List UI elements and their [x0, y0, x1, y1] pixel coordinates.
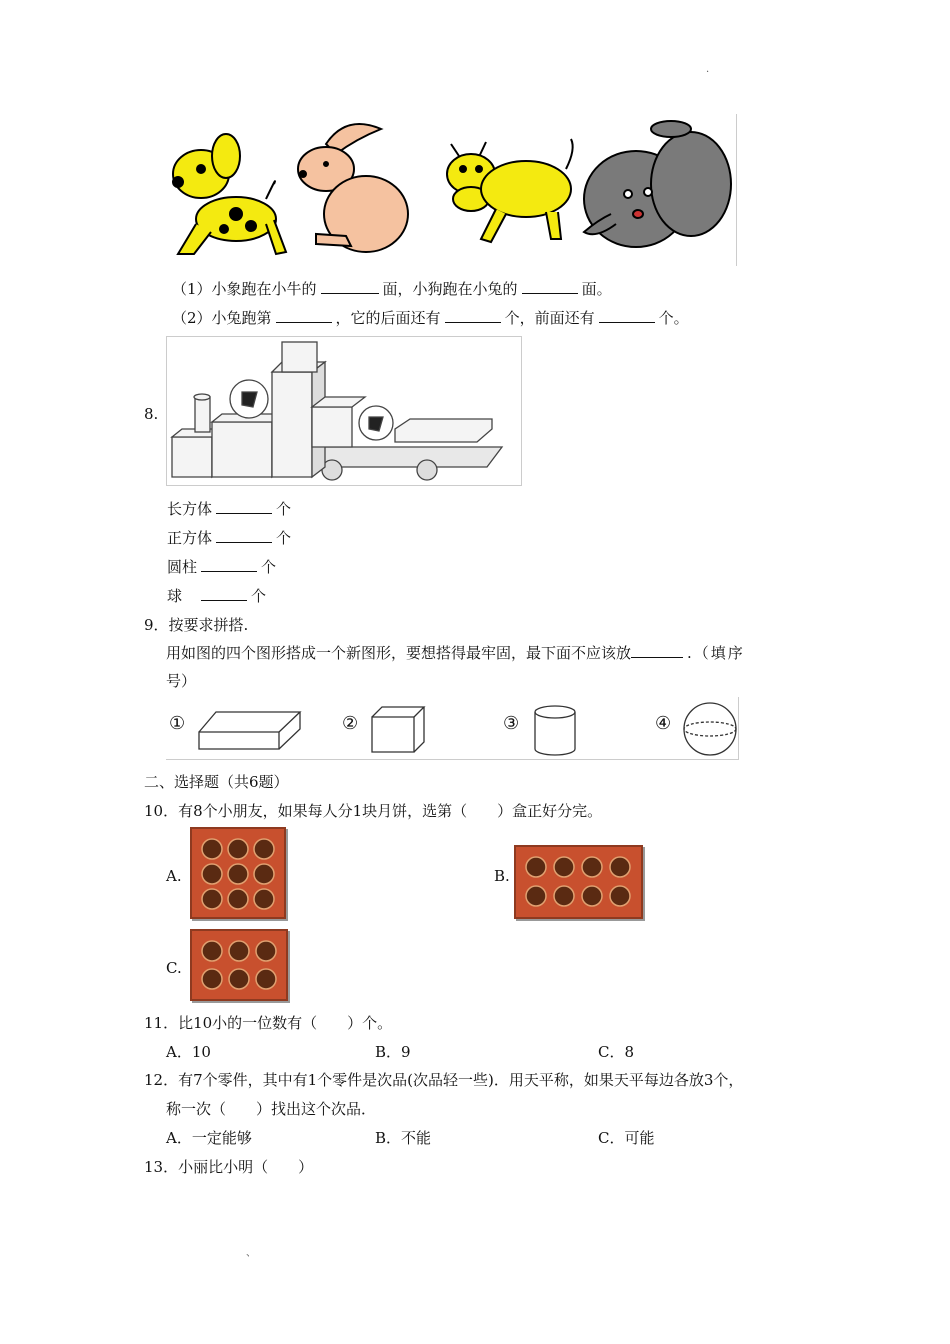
q10-stem: 10．有8个小朋友，如果每人分1块月饼，选第（ ）盒正好分完。 [144, 802, 603, 820]
q12-option-b[interactable]: B．不能 [375, 1129, 432, 1147]
q7-sub2 [172, 308, 689, 328]
q11-stem: 11．比10小的一位数有（ ）个。 [144, 1014, 393, 1032]
shape-label-2: ② [342, 713, 359, 734]
answer-blank[interactable] [445, 308, 501, 323]
q8-unit: 个 [276, 529, 292, 547]
cylinder-shape [535, 706, 575, 755]
q7-sub1-text-a: （1）小象跑在小牛的 [172, 280, 317, 298]
section-2-title: 二、选择题（共6题） [144, 773, 289, 791]
train-figure [166, 336, 522, 486]
q8-unit: 个 [251, 587, 267, 605]
cow-image [447, 139, 573, 242]
q8-number: 8. [144, 405, 159, 423]
q8-unit: 个 [276, 500, 292, 518]
answer-blank[interactable] [522, 279, 578, 294]
answer-blank[interactable] [201, 586, 247, 601]
q11-option-a[interactable]: A．10 [166, 1043, 211, 1061]
q10-option-b-label[interactable]: B. [494, 867, 510, 885]
q9-text-b: .（填序 [687, 644, 745, 662]
mooncake-box-b[interactable] [514, 845, 643, 919]
q12-stem-b: 称一次（ ）找出这个次品． [166, 1100, 377, 1118]
q11-option-c[interactable]: C．8 [598, 1043, 635, 1061]
q7-sub1 [172, 279, 612, 299]
q11-option-b[interactable]: B．9 [375, 1043, 411, 1061]
q13-stem: 13．小丽比小明（ ） [144, 1158, 314, 1176]
q12-option-a[interactable]: A．一定能够 [166, 1129, 252, 1147]
q8-unit: 个 [261, 558, 277, 576]
answer-blank[interactable] [216, 528, 272, 543]
q9-title: 9．按要求拼搭. [144, 616, 249, 634]
page-mark-top: . [706, 64, 710, 75]
shape-label-3: ③ [503, 713, 520, 734]
q8-label: 圆柱 [167, 558, 198, 576]
answer-blank[interactable] [631, 643, 683, 658]
answer-blank[interactable] [599, 308, 655, 323]
q10-option-a-label[interactable]: A. [166, 867, 182, 885]
shape-label-1: ① [169, 713, 186, 734]
q8-row [167, 499, 291, 519]
shape-label-4: ④ [655, 713, 672, 734]
q8-row [167, 528, 291, 548]
answer-blank[interactable] [321, 279, 379, 294]
cuboid-shape [199, 712, 300, 749]
q8-row [167, 586, 266, 606]
dog-image [173, 134, 286, 254]
shapes-figure [166, 697, 739, 760]
sphere-shape [684, 703, 736, 755]
page-mark-bottom: 、 [246, 1248, 256, 1259]
q10-option-c-label[interactable]: C. [166, 959, 182, 977]
answer-blank[interactable] [276, 308, 332, 323]
mooncake-box-a[interactable] [190, 827, 286, 919]
q7-sub2-text-d: 个。 [658, 309, 689, 327]
q8-label: 球 [167, 587, 183, 605]
animals-figure [166, 114, 737, 266]
q12-stem-a: 12．有7个零件，其中有1个零件是次品(次品轻一些)．用天平称，如果天平每边各放3个， [144, 1071, 744, 1089]
mooncake-box-c[interactable] [190, 929, 288, 1001]
q8-label: 正方体 [167, 529, 213, 547]
q9-text-c: 号） [166, 672, 197, 690]
q9-text [166, 643, 745, 663]
q9-text-a: 用如图的四个图形搭成一个新图形，要想搭得最牢固，最下面不应该放 [166, 644, 632, 662]
q8-label: 长方体 [167, 500, 213, 518]
q8-row [167, 557, 276, 577]
q12-option-c[interactable]: C．可能 [598, 1129, 655, 1147]
cube-shape [372, 707, 424, 752]
answer-blank[interactable] [216, 499, 272, 514]
rabbit-image [298, 124, 408, 252]
q7-sub2-text-c: 个，前面还有 [504, 309, 595, 327]
q7-sub1-text-c: 面。 [581, 280, 612, 298]
elephant-image [584, 121, 731, 247]
answer-blank[interactable] [201, 557, 257, 572]
q7-sub1-text-b: 面，小狗跑在小兔的 [382, 280, 518, 298]
q7-sub2-text-a: （2）小兔跑第 [172, 309, 272, 327]
q7-sub2-text-b: ，它的后面还有 [335, 309, 441, 327]
